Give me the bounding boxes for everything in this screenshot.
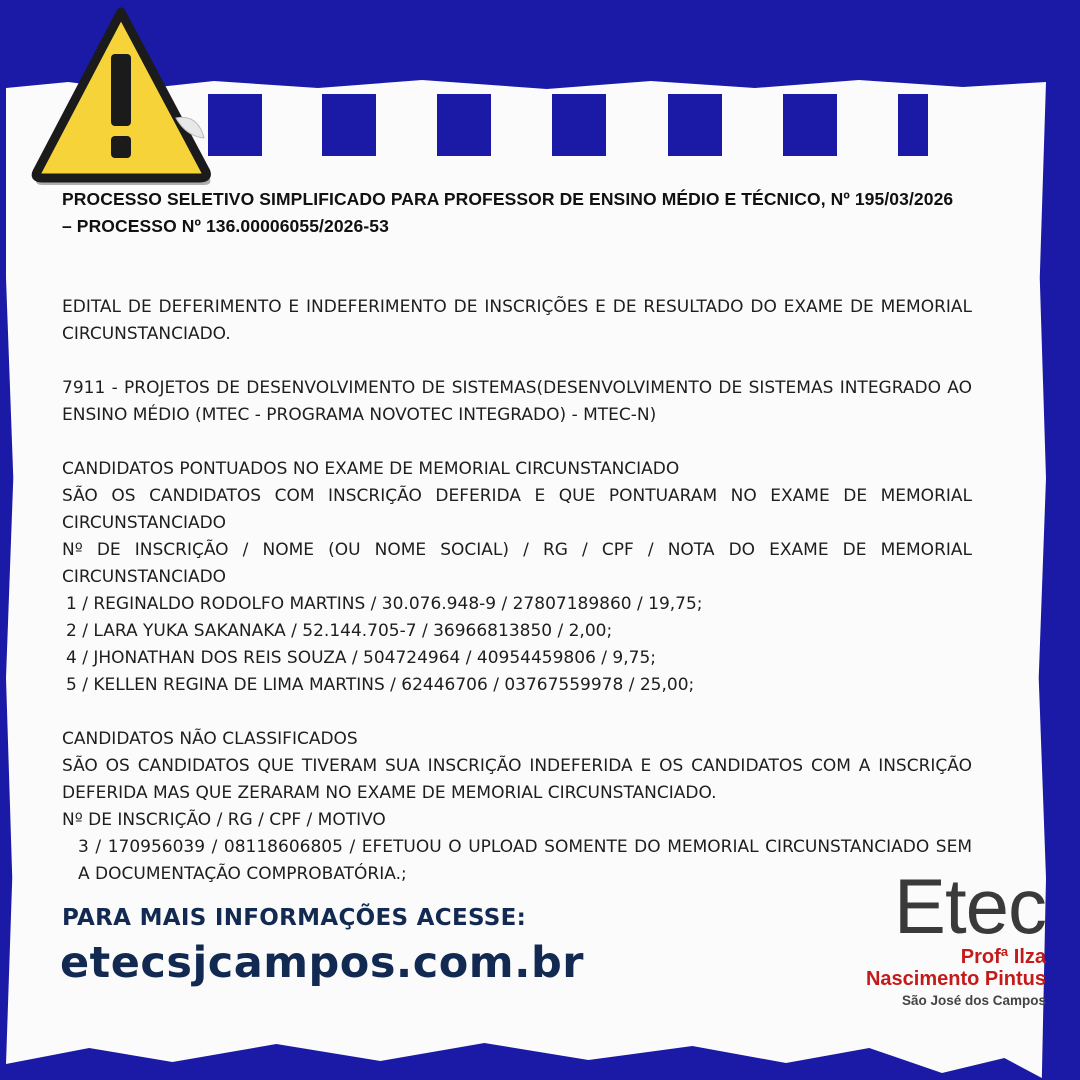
- table-row: 3 / 170956039 / 08118606805 / EFETUOU O UPLOAD SOMENTE DO MEMORIAL CIRCUNSTANCIADO SEM A DOCUMENTAÇÃO COMPROBATÓRIA.;: [78, 837, 972, 884]
- pontuados-heading: CANDIDATOS PONTUADOS NO EXAME DE MEMORIAL CIRCUNSTANCIADO: [62, 459, 680, 479]
- warning-icon: [26, 6, 216, 188]
- pontuados-description: SÃO OS CANDIDATOS COM INSCRIÇÃO DEFERIDA E QUE PONTUARAM NO EXAME DE MEMORIAL CIRCUNSTANCIADO: [62, 486, 972, 533]
- logo-line3: São José dos Campos: [901, 993, 1046, 1008]
- document-body: [62, 294, 972, 888]
- logo-line1: Profª Ilza: [960, 946, 1046, 968]
- table-row: 1 / REGINALDO RODOLFO MARTINS / 30.076.948-9 / 27807189860 / 19,75;: [66, 594, 703, 614]
- binder-hole: [783, 94, 837, 156]
- pontuados-columns: Nº DE INSCRIÇÃO / NOME (OU NOME SOCIAL) / RG / CPF / NOTA DO EXAME DE MEMORIAL CIRCUNSTANCIADO: [62, 540, 972, 587]
- binder-hole: [437, 94, 491, 156]
- edital-text: EDITAL DE DEFERIMENTO E INDEFERIMENTO DE INSCRIÇÕES E DE RESULTADO DO EXAME DE MEMORIAL CIRCUNSTANCIADO.: [62, 297, 972, 344]
- nao-classificados-description: SÃO OS CANDIDATOS QUE TIVERAM SUA INSCRIÇÃO INDEFERIDA E OS CANDIDATOS COM A INSCRIÇÃO DEFERIDA MAS QUE ZERARAM NO EXAME DE MEMORIAL CIRCUNSTANCIADO.: [62, 756, 972, 803]
- table-row: 4 / JHONATHAN DOS REIS SOUZA / 504724964 / 40954459806 / 9,75;: [66, 648, 656, 668]
- logo-name: Etec: [893, 862, 1046, 950]
- process-title: PROCESSO SELETIVO SIMPLIFICADO PARA PROFESSOR DE ENSINO MÉDIO E TÉCNICO, Nº 195/03/2026 – PROCESSO Nº 136.00006055/2026-53: [62, 189, 954, 236]
- course-text: 7911 - PROJETOS DE DESENVOLVIMENTO DE SISTEMAS(DESENVOLVIMENTO DE SISTEMAS INTEGRADO AO ENSINO MÉDIO (MTEC - PROGRAMA NOVOTEC INTEGRADO) - MTEC-N): [62, 378, 972, 425]
- etec-logo: [816, 862, 1046, 1012]
- table-row: 5 / KELLEN REGINA DE LIMA MARTINS / 62446706 / 03767559978 / 25,00;: [66, 675, 695, 695]
- binder-hole: [322, 94, 376, 156]
- website-link[interactable]: etecsjcampos.com.br: [60, 938, 584, 988]
- info-label: PARA MAIS INFORMAÇÕES ACESSE:: [62, 905, 527, 931]
- nao-classificados-heading: CANDIDATOS NÃO CLASSIFICADOS: [62, 729, 358, 749]
- table-row: 2 / LARA YUKA SAKANAKA / 52.144.705-7 / 36966813850 / 2,00;: [66, 621, 613, 641]
- binder-hole: [898, 94, 928, 156]
- binder-hole: [668, 94, 722, 156]
- binder-hole: [552, 94, 606, 156]
- nao-classificados-columns: Nº DE INSCRIÇÃO / RG / CPF / MOTIVO: [62, 810, 386, 830]
- binder-hole: [208, 94, 262, 156]
- logo-line2: Nascimento Pintus: [865, 968, 1046, 990]
